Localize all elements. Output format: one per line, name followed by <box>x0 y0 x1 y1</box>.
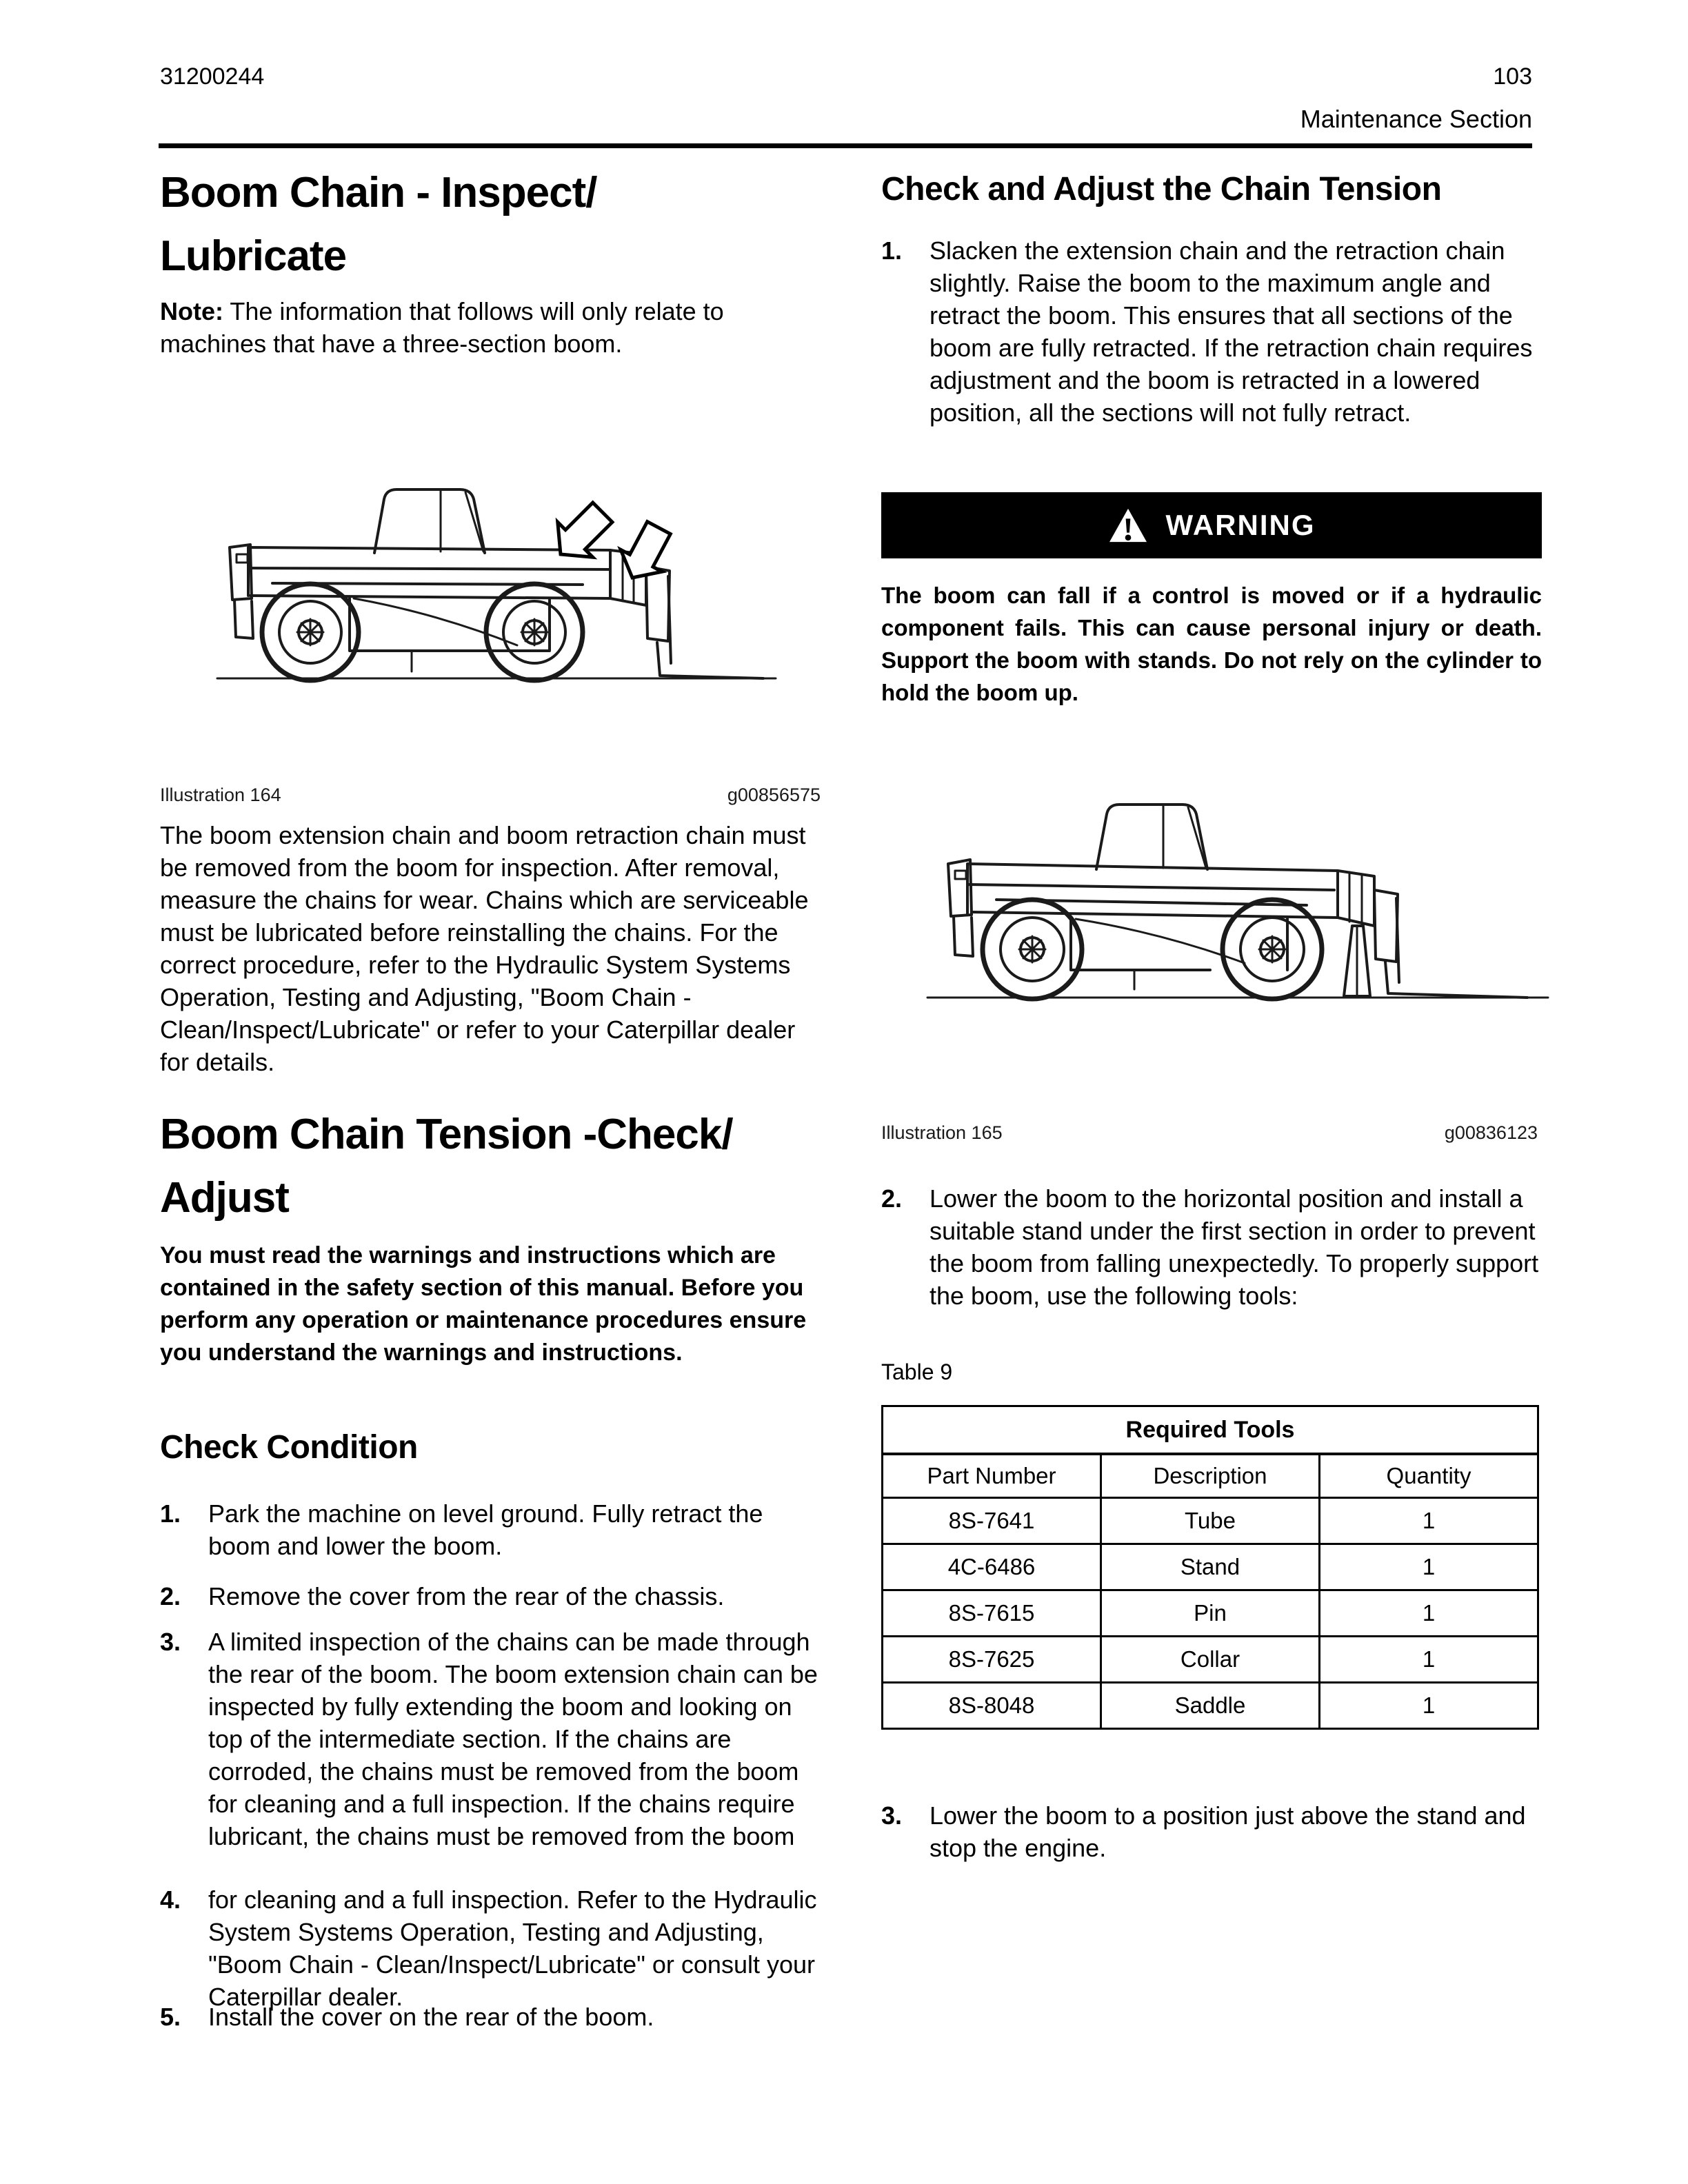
page-number: 103 <box>1493 63 1532 90</box>
step-item <box>160 1626 823 1852</box>
figure-caption <box>160 785 821 806</box>
fork-carriage <box>646 567 763 678</box>
description-cell: Stand <box>1101 1544 1320 1590</box>
chassis <box>230 545 550 671</box>
step-number: 5. <box>160 2003 181 2031</box>
note-paragraph <box>160 295 823 360</box>
step-number: 2. <box>160 1582 181 1610</box>
topic-title-line2: Adjust <box>160 1174 289 1222</box>
description-cell: Tube <box>1101 1498 1320 1544</box>
warning-banner <box>881 492 1542 558</box>
step-text: Slacken the extension chain and the retraction chain slightly. Raise the boom to the maximum angle and retract the boom. This ensures that all sections of the boom are fully retracted. If the retraction chain requires adjustment and the boom is retracted in a lowered position, all the sections will not fully retract. <box>930 236 1533 427</box>
step-text: Install the cover on the rear of the boom. <box>208 2003 654 2031</box>
telehandler-illustration-165 <box>886 748 1589 1072</box>
warning-text: The boom can fall if a control is moved or if a hydraulic component fails. This can cause personal injury or death. Support the boom with stands. Do not rely on the cylinder to hold the boom up. <box>881 583 1542 705</box>
part-number-cell: 4C-6486 <box>883 1544 1101 1590</box>
figure-label: Illustration 165 <box>881 1122 1003 1143</box>
step-number: 2. <box>881 1184 903 1213</box>
table-row <box>883 1590 1538 1637</box>
table-title-row <box>883 1406 1538 1455</box>
rear-wheel <box>262 584 359 680</box>
step-number: 3. <box>160 1628 181 1656</box>
step-item <box>881 1182 1545 1312</box>
quantity-cell: 1 <box>1320 1683 1538 1729</box>
column-header: Description <box>1101 1454 1320 1498</box>
description-cell: Collar <box>1101 1637 1320 1683</box>
topic-title-line1: Boom Chain Tension -Check/ <box>160 1111 733 1158</box>
table-row <box>883 1683 1538 1729</box>
part-number-cell: 8S-7615 <box>883 1590 1101 1637</box>
part-number-cell: 8S-7641 <box>883 1498 1101 1544</box>
table-title: Required Tools <box>883 1406 1538 1455</box>
step-text: Lower the boom to the horizontal position and install a suitable stand under the first section in order to prevent the boom from falling unexpectedly. To properly support the boom, use the following tools: <box>930 1184 1539 1310</box>
step-text: Park the machine on level ground. Fully retract the boom and lower the boom. <box>208 1499 763 1560</box>
table-label: Table 9 <box>881 1359 953 1384</box>
quantity-cell: 1 <box>1320 1590 1538 1637</box>
subheading-check-adjust-chain-tension: Check and Adjust the Chain Tension <box>881 171 1442 208</box>
document-number: 31200244 <box>160 63 265 90</box>
figure-id: g00836123 <box>1444 1122 1538 1143</box>
step-number: 4. <box>160 1885 181 1914</box>
cab <box>374 489 485 553</box>
step-text: for cleaning and a full inspection. Refer to the Hydraulic System Systems Operation, Testing and Adjusting, "Boom Chain - Clean/Inspect/Lubricate" or consult your Caterpillar dealer. <box>208 1885 817 2011</box>
topic-title-line2: Lubricate <box>160 232 347 280</box>
table-row <box>883 1544 1538 1590</box>
boom-support-stand <box>1344 926 1370 996</box>
step-number: 3. <box>881 1801 903 1830</box>
fork-carriage <box>1374 890 1527 998</box>
part-number-cell: 8S-8048 <box>883 1683 1101 1729</box>
step-item <box>160 1883 823 2013</box>
required-tools-table <box>881 1405 1539 1730</box>
topic-title-boom-chain-inspect <box>160 161 822 288</box>
chain-location-arrow-icon <box>543 495 621 572</box>
warning-title: WARNING <box>1165 509 1316 541</box>
quantity-cell: 1 <box>1320 1637 1538 1683</box>
topic-title-boom-chain-tension <box>160 1103 836 1230</box>
paragraph-inspect-lubricate: The boom extension chain and boom retraction chain must be removed from the boom for inspection. After removal, measure the chains for wear. Chains which are serviceable must be lubricated before reinstalling the chains. For the correct procedure, refer to the Hydraulic System Systems Operation, Testing and Adjusting, "Boom Chain - Clean/Inspect/Lubricate" or refer to your Caterpillar dealer for details. <box>160 821 809 1076</box>
front-wheel <box>1223 900 1322 999</box>
step-text: A limited inspection of the chains can be made through the rear of the boom. The boom extension chain can be inspected by fully extending the boom and looking on top of the intermediate section. If the chains are corroded, the chains must be removed from the boom for cleaning and a full inspection. If the chains require lubricant, the chains must be removed from the boom <box>208 1628 818 1850</box>
figure-caption <box>881 1122 1538 1144</box>
quantity-cell: 1 <box>1320 1498 1538 1544</box>
step-item <box>160 2001 823 2033</box>
description-cell: Pin <box>1101 1590 1320 1637</box>
topic-title-line1: Boom Chain - Inspect/ <box>160 169 597 216</box>
figure-label: Illustration 164 <box>160 785 281 805</box>
step-text: Lower the boom to a position just above the stand and stop the engine. <box>930 1801 1526 1862</box>
part-number-cell: 8S-7625 <box>883 1637 1101 1683</box>
subheading-check-condition: Check Condition <box>160 1429 418 1466</box>
table-row <box>883 1637 1538 1683</box>
note-label: Note: <box>160 297 223 325</box>
step-item <box>881 234 1545 429</box>
column-header: Quantity <box>1320 1454 1538 1498</box>
warning-triangle-icon <box>1108 507 1148 543</box>
cab <box>1096 805 1207 869</box>
safety-notice-paragraph: You must read the warnings and instructions which are contained in the safety section of this manual. Before you perform any operation or maintenance procedures ensure you understand the warnings and instructions. <box>160 1242 807 1366</box>
column-header: Part Number <box>883 1454 1101 1498</box>
step-item <box>160 1497 823 1562</box>
table-row <box>883 1498 1538 1544</box>
step-item <box>160 1580 823 1612</box>
telehandler-illustration-164 <box>169 436 824 753</box>
description-cell: Saddle <box>1101 1683 1320 1729</box>
quantity-cell: 1 <box>1320 1544 1538 1590</box>
section-title: Maintenance Section <box>1300 105 1532 133</box>
table-header-row <box>883 1454 1538 1498</box>
chassis <box>948 860 1287 989</box>
note-text: The information that follows will only relate to machines that have a three-section boom. <box>160 297 724 358</box>
step-number: 1. <box>881 236 903 265</box>
step-item <box>881 1799 1545 1864</box>
header-rule <box>159 143 1532 148</box>
step-text: Remove the cover from the rear of the chassis. <box>208 1582 725 1610</box>
step-number: 1. <box>160 1499 181 1528</box>
figure-id: g00856575 <box>727 785 821 805</box>
